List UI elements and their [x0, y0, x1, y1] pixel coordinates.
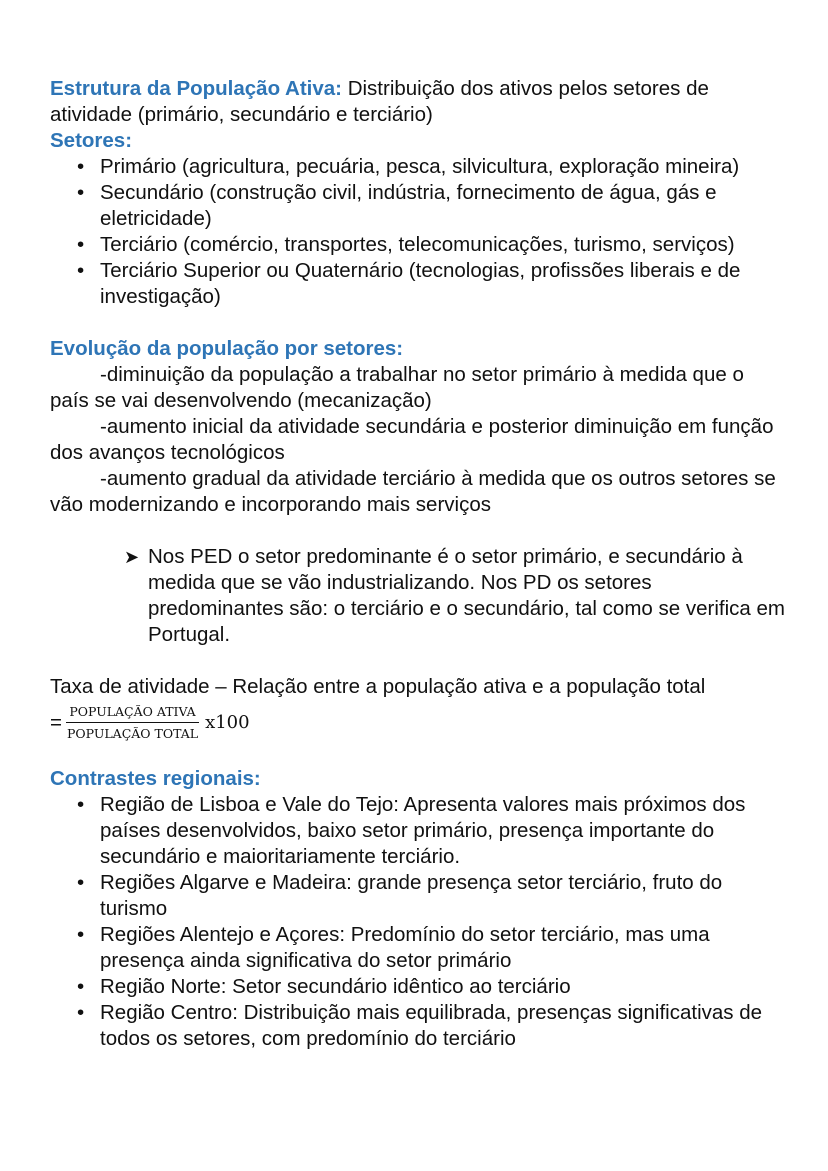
structure-paragraph [50, 76, 785, 128]
evolucao-point-text: -aumento gradual da atividade terciário à medida que os outros setores se vão modernizando e incorporando mais serviços [50, 467, 776, 516]
structure-heading: Estrutura da População Ativa: [50, 77, 342, 100]
evolucao-heading: Evolução da população por setores: [50, 337, 404, 360]
list-item: • Primário (agricultura, pecuária, pesca, silvicultura, exploração mineira) [50, 154, 785, 180]
document-page [50, 76, 785, 1052]
list-item: • Região de Lisboa e Vale do Tejo: Apresenta valores mais próximos dos países desenvolvidos, baixo setor primário, presença importante do secundário e maioritariamente terciário. [50, 792, 785, 870]
evolucao-point-text: -aumento inicial da atividade secundária e posterior diminuição em função dos avanços tecnológicos [50, 415, 774, 464]
list-item: • Regiões Algarve e Madeira: grande presença setor terciário, fruto do turismo [50, 870, 785, 922]
evolucao-point [50, 362, 785, 414]
formula-equals: = [50, 711, 62, 734]
fraction-bar [66, 722, 199, 723]
note-text: Nos PED o setor predominante é o setor primário, e secundário à medida que se vão industrializando. Nos PD os setores predominantes são: o terciário e o secundário, tal como se verifica em Portugal. [148, 545, 785, 646]
evolucao-point [50, 414, 785, 466]
formula-fraction [66, 704, 199, 742]
list-item: • Secundário (construção civil, indústria, fornecimento de água, gás e eletricidade) [50, 180, 785, 232]
evolucao-point-text: -diminuição da população a trabalhar no setor primário à medida que o país se vai desenvolvendo (mecanização) [50, 363, 744, 412]
taxa-formula [50, 700, 785, 746]
list-item: • Região Centro: Distribuição mais equilibrada, presenças significativas de todos os setores, com predomínio do terciário [50, 1000, 785, 1052]
list-item: • Regiões Alentejo e Açores: Predomínio do setor terciário, mas uma presença ainda significativa do setor primário [50, 922, 785, 974]
note-block [124, 544, 785, 648]
contrastes-heading: Contrastes regionais: [50, 767, 261, 790]
contrastes-list [50, 792, 785, 1052]
formula-multiplier: x100 [205, 712, 250, 733]
list-item: • Terciário (comércio, transportes, telecomunicações, turismo, serviços) [50, 232, 785, 258]
arrow-bullet-icon: ➤ [124, 547, 140, 567]
setores-heading: Setores: [50, 129, 133, 152]
list-item: • Região Norte: Setor secundário idêntico ao terciário [50, 974, 785, 1000]
formula-numerator: POPULAÇÃO ATIVA [69, 704, 196, 719]
taxa-text: Taxa de atividade – Relação entre a população ativa e a população total [50, 675, 706, 698]
setores-list [50, 154, 785, 310]
list-item: • Terciário Superior ou Quaternário (tecnologias, profissões liberais e de investigação) [50, 258, 785, 310]
structure-text: Distribuição dos ativos pelos setores de atividade (primário, secundário e terciário) [50, 77, 709, 126]
evolucao-point [50, 466, 785, 518]
formula-denominator: POPULAÇÃO TOTAL [66, 726, 199, 741]
